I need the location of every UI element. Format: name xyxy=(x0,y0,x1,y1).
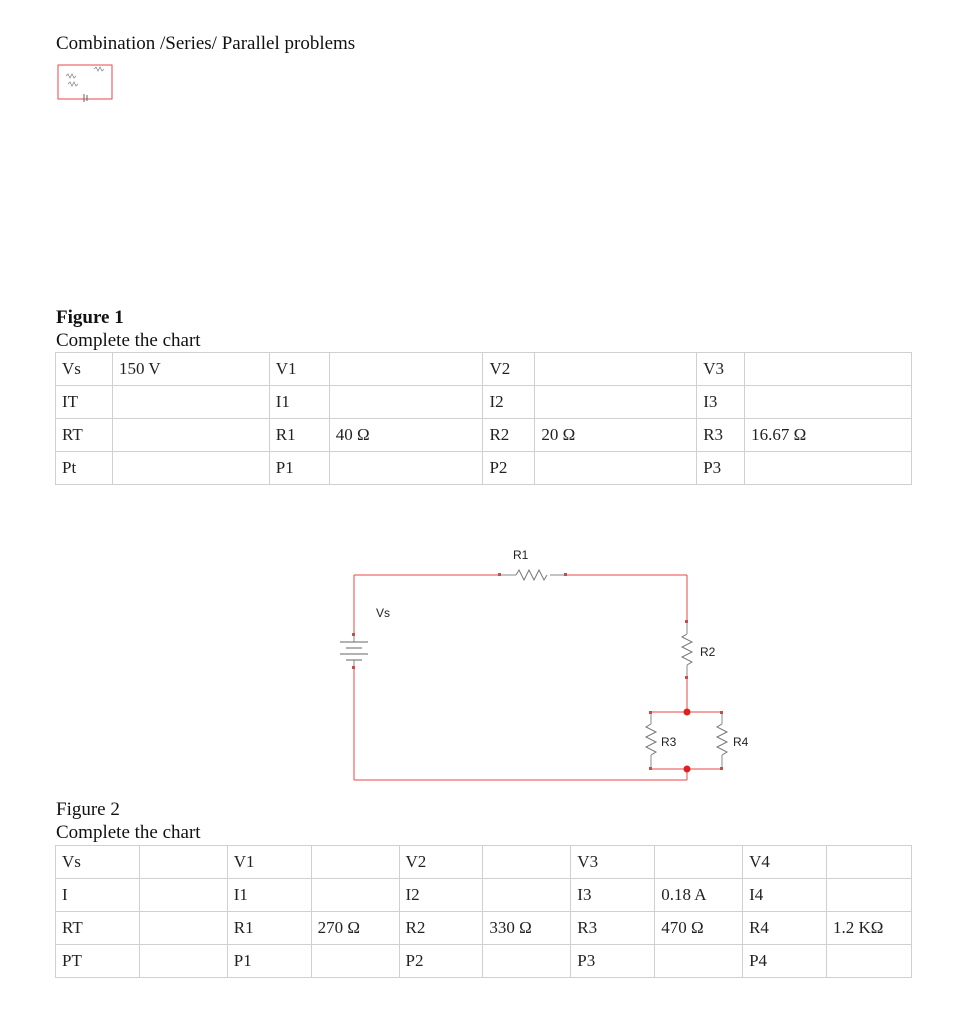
row-label-cell: P3 xyxy=(697,452,745,485)
table-row xyxy=(56,353,912,386)
row-label-cell: V2 xyxy=(399,846,483,879)
junction-node-top xyxy=(684,709,691,716)
value-cell[interactable] xyxy=(112,386,269,419)
row-label-cell: Pt xyxy=(56,452,113,485)
value-cell[interactable]: 20 Ω xyxy=(535,419,697,452)
row-label-cell: I2 xyxy=(399,879,483,912)
row-label-cell: R1 xyxy=(269,419,329,452)
row-label-cell: Vs xyxy=(56,353,113,386)
value-cell[interactable] xyxy=(139,912,227,945)
figure1-subtitle: Complete the chart xyxy=(56,330,201,351)
value-cell[interactable] xyxy=(745,353,912,386)
value-cell[interactable] xyxy=(745,452,912,485)
value-cell[interactable] xyxy=(329,452,483,485)
value-cell[interactable] xyxy=(329,353,483,386)
figure1-chart xyxy=(55,352,912,485)
r2-label: R2 xyxy=(700,645,716,659)
r1-label: R1 xyxy=(513,548,529,562)
value-cell[interactable] xyxy=(655,846,743,879)
value-cell[interactable] xyxy=(139,945,227,978)
row-label-cell: V2 xyxy=(483,353,535,386)
value-cell[interactable] xyxy=(483,846,571,879)
value-cell[interactable] xyxy=(139,846,227,879)
row-label-cell: RT xyxy=(56,912,140,945)
row-label-cell: R3 xyxy=(571,912,655,945)
row-label-cell: P3 xyxy=(571,945,655,978)
row-label-cell: P2 xyxy=(483,452,535,485)
row-label-cell: P4 xyxy=(743,945,827,978)
row-label-cell: V4 xyxy=(743,846,827,879)
row-label-cell: R1 xyxy=(227,912,311,945)
value-cell[interactable]: 470 Ω xyxy=(655,912,743,945)
row-label-cell: R2 xyxy=(483,419,535,452)
row-label-cell: P1 xyxy=(227,945,311,978)
row-label-cell: V1 xyxy=(269,353,329,386)
value-cell[interactable] xyxy=(826,879,911,912)
value-cell[interactable]: 330 Ω xyxy=(483,912,571,945)
value-cell[interactable]: 270 Ω xyxy=(311,912,399,945)
circuit-thumbnail xyxy=(56,62,114,102)
value-cell[interactable]: 0.18 A xyxy=(655,879,743,912)
row-label-cell: R2 xyxy=(399,912,483,945)
resistor-r4 xyxy=(717,711,749,770)
resistor-r2 xyxy=(682,620,716,679)
resistor-r3 xyxy=(646,711,677,770)
row-label-cell: I3 xyxy=(571,879,655,912)
resistor-r1 xyxy=(498,548,567,580)
row-label-cell: Vs xyxy=(56,846,140,879)
row-label-cell: V3 xyxy=(697,353,745,386)
row-label-cell: RT xyxy=(56,419,113,452)
row-label-cell: I1 xyxy=(269,386,329,419)
battery-vs xyxy=(340,606,390,669)
value-cell[interactable] xyxy=(655,945,743,978)
figure1-label: Figure 1 xyxy=(56,307,124,328)
row-label-cell: V1 xyxy=(227,846,311,879)
vs-label: Vs xyxy=(376,606,391,620)
row-label-cell: P1 xyxy=(269,452,329,485)
junction-node-bottom xyxy=(684,766,691,773)
page-title: Combination /Series/ Parallel problems xyxy=(56,33,356,54)
value-cell[interactable] xyxy=(535,452,697,485)
r4-label: R4 xyxy=(733,735,749,749)
value-cell[interactable] xyxy=(139,879,227,912)
table-row xyxy=(56,879,912,912)
value-cell[interactable] xyxy=(329,386,483,419)
row-label-cell: V3 xyxy=(571,846,655,879)
value-cell[interactable] xyxy=(311,879,399,912)
table-row xyxy=(56,912,912,945)
value-cell[interactable] xyxy=(311,846,399,879)
row-label-cell: R4 xyxy=(743,912,827,945)
row-label-cell: I2 xyxy=(483,386,535,419)
value-cell[interactable] xyxy=(112,452,269,485)
table-row xyxy=(56,846,912,879)
row-label-cell: I3 xyxy=(697,386,745,419)
value-cell[interactable]: 150 V xyxy=(112,353,269,386)
value-cell[interactable] xyxy=(826,846,911,879)
figure2-subtitle: Complete the chart xyxy=(56,822,201,843)
value-cell[interactable] xyxy=(112,419,269,452)
row-label-cell: I4 xyxy=(743,879,827,912)
table-row xyxy=(56,419,912,452)
value-cell[interactable] xyxy=(535,353,697,386)
row-label-cell: PT xyxy=(56,945,140,978)
value-cell[interactable]: 1.2 KΩ xyxy=(826,912,911,945)
r3-label: R3 xyxy=(661,735,677,749)
value-cell[interactable] xyxy=(483,945,571,978)
row-label-cell: P2 xyxy=(399,945,483,978)
value-cell[interactable]: 40 Ω xyxy=(329,419,483,452)
row-label-cell: I1 xyxy=(227,879,311,912)
value-cell[interactable]: 16.67 Ω xyxy=(745,419,912,452)
circuit-diagram xyxy=(320,540,749,790)
figure2-label: Figure 2 xyxy=(56,799,120,820)
value-cell[interactable] xyxy=(745,386,912,419)
row-label-cell: R3 xyxy=(697,419,745,452)
table-row xyxy=(56,386,912,419)
row-label-cell: IT xyxy=(56,386,113,419)
row-label-cell: I xyxy=(56,879,140,912)
value-cell[interactable] xyxy=(535,386,697,419)
table-row xyxy=(56,945,912,978)
value-cell[interactable] xyxy=(311,945,399,978)
value-cell[interactable] xyxy=(483,879,571,912)
table-row xyxy=(56,452,912,485)
figure2-chart xyxy=(55,845,912,978)
value-cell[interactable] xyxy=(826,945,911,978)
